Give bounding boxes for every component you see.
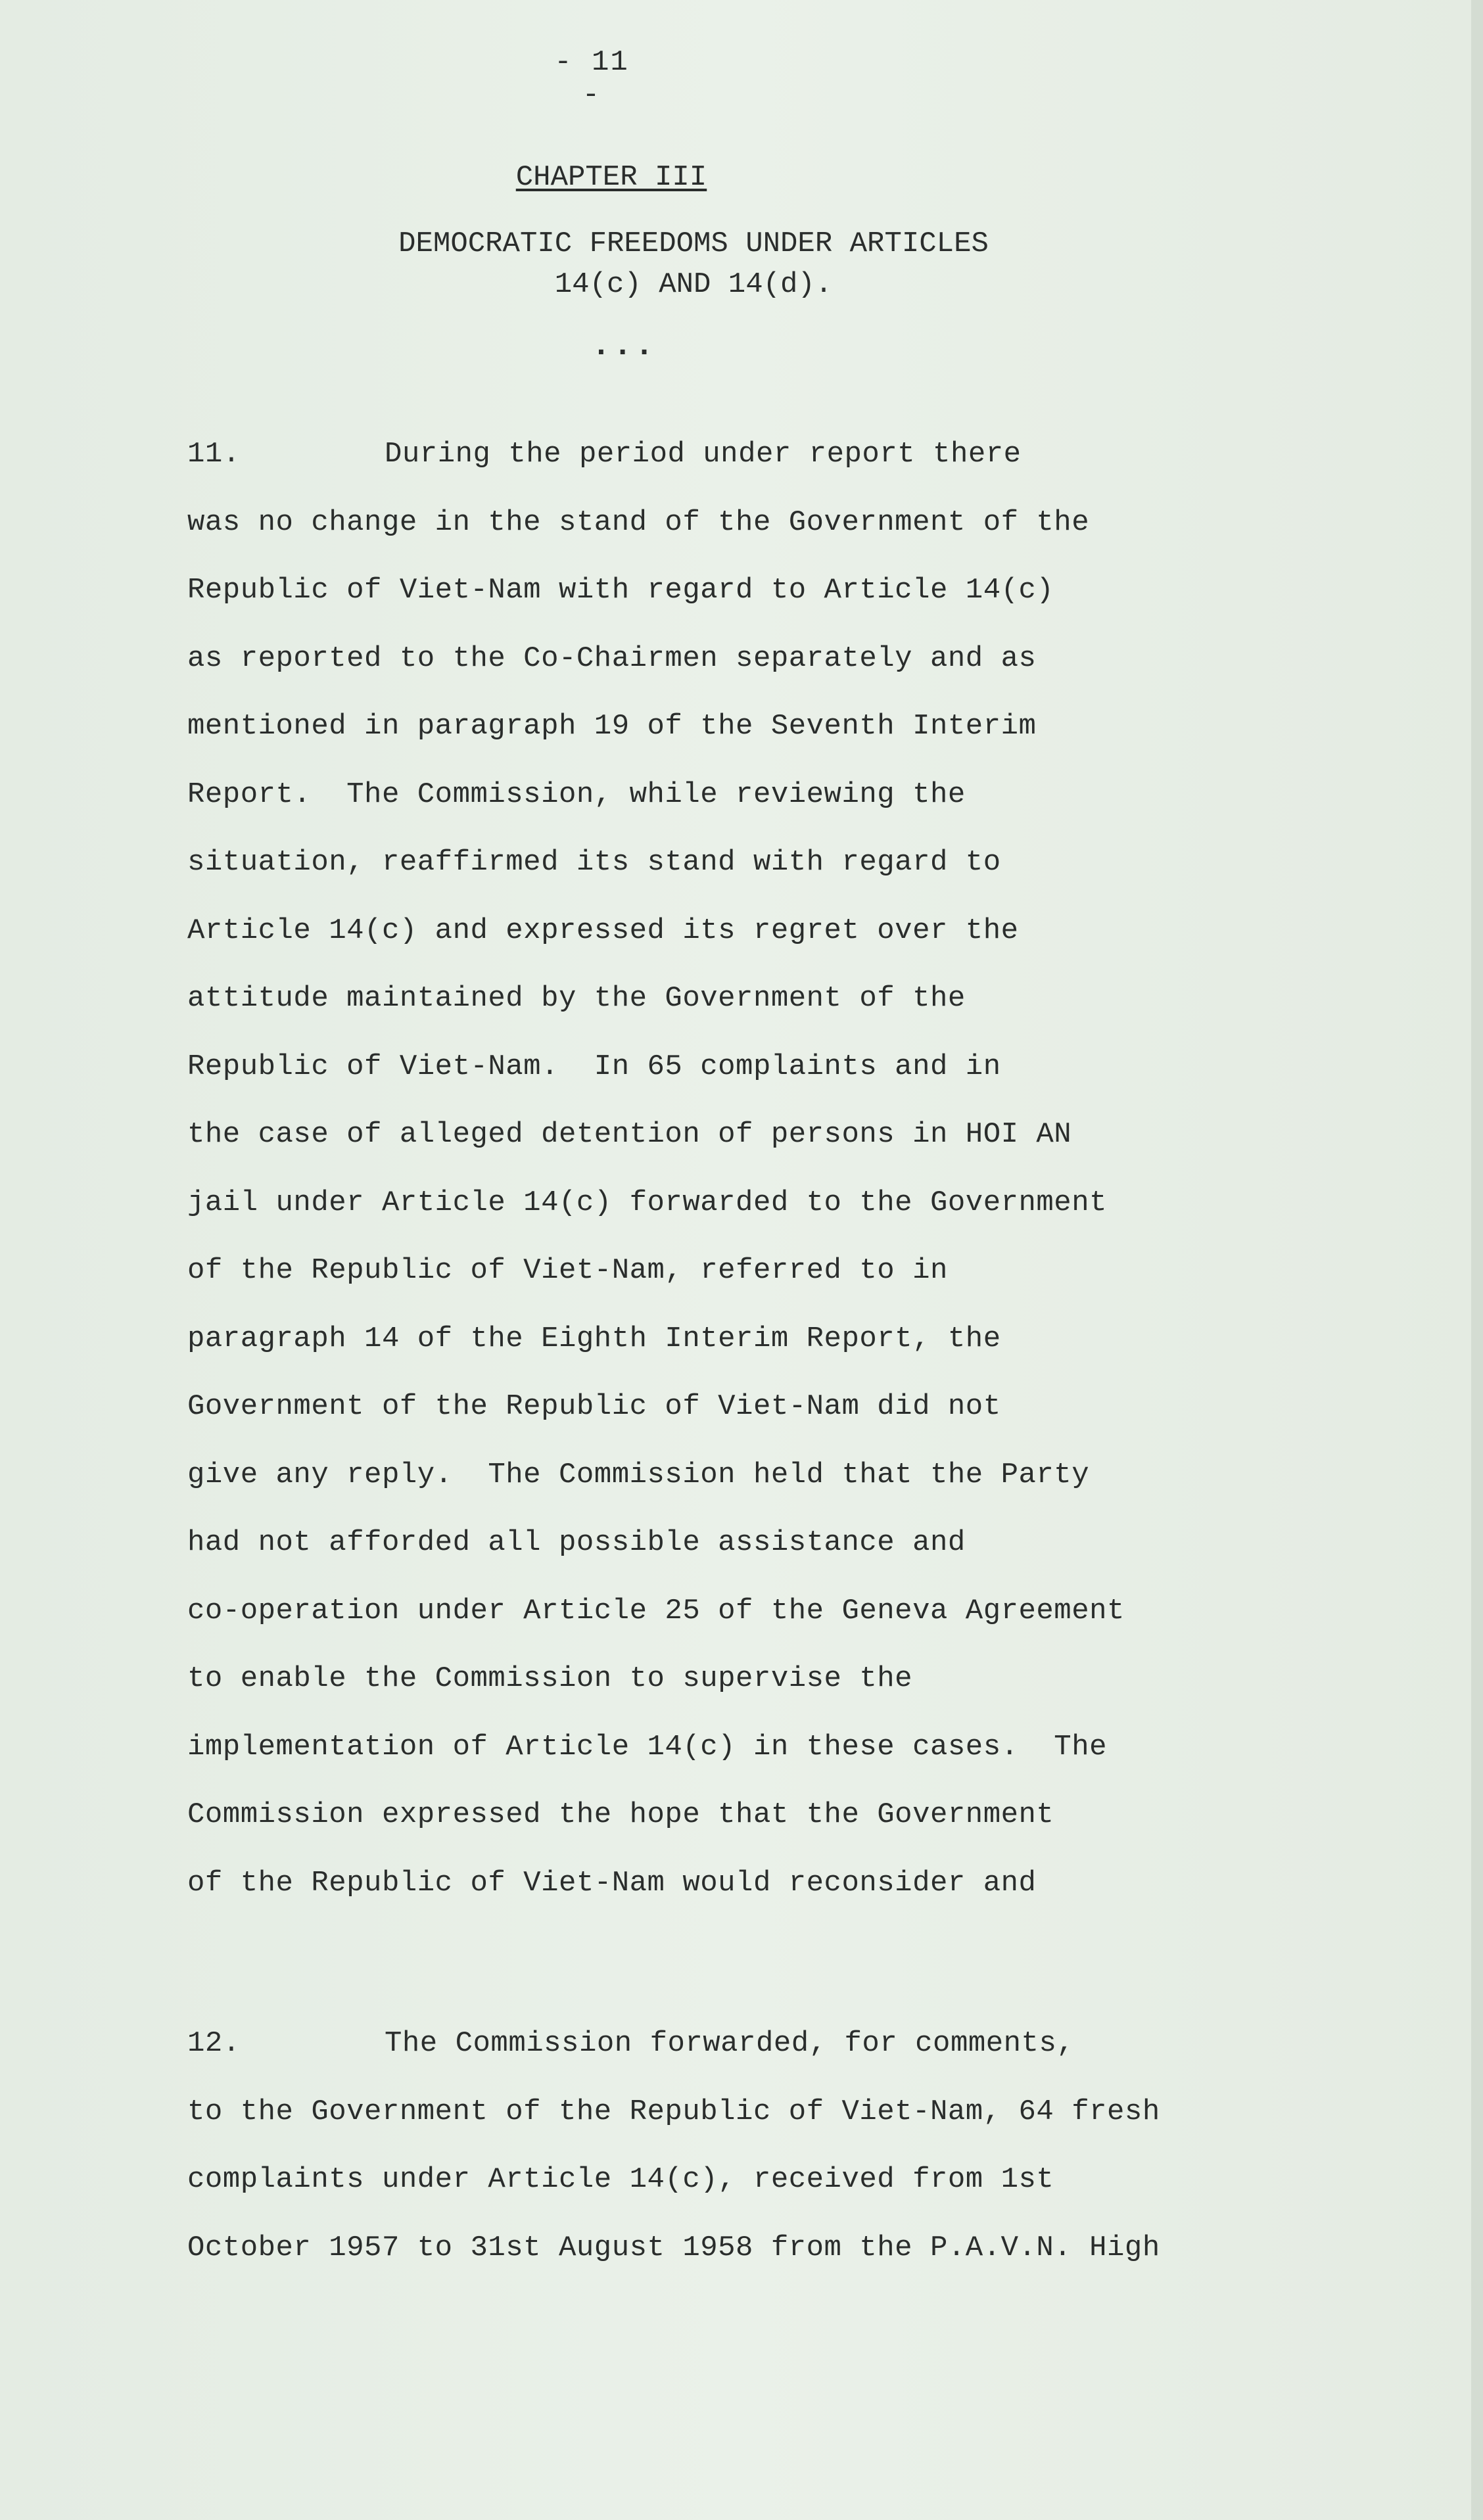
paragraph-text-line: of the Republic of Viet-Nam, referred to in	[187, 1254, 948, 1287]
paragraph-11	[187, 421, 1305, 1917]
paragraph-text-line: the case of alleged detention of persons in HOI AN	[187, 1118, 1072, 1151]
paragraph-text-line: was no change in the stand of the Government of the	[187, 505, 1090, 539]
paragraph-text-line: Report. The Commission, while reviewing the	[187, 778, 966, 811]
subtitle-line-1: DEMOCRATIC FREEDOMS UNDER ARTICLES	[398, 227, 989, 260]
paragraph-text-line: paragraph 14 of the Eighth Interim Report, the	[187, 1322, 1001, 1355]
paragraph-text-line: The Commission forwarded, for comments,	[385, 2027, 1075, 2060]
paragraph-text-line: of the Republic of Viet-Nam would reconsider and	[187, 1866, 1037, 1900]
paragraph-text-line: co-operation under Article 25 of the Geneva Agreement	[187, 1594, 1125, 1627]
paragraph-text-line: mentioned in paragraph 19 of the Seventh Interim	[187, 710, 1037, 743]
paragraph-12	[187, 2010, 1305, 2282]
page-edge	[1471, 0, 1483, 2520]
paragraph-text-line: attitude maintained by the Government of the	[187, 982, 966, 1015]
paragraph-text-line: During the period under report there	[385, 438, 1022, 471]
paragraph-text-line: complaints under Article 14(c), received from 1st	[187, 2163, 1054, 2196]
paragraph-first-line	[187, 421, 1305, 489]
paragraph-text-line: had not afforded all possible assistance and	[187, 1526, 966, 1559]
paragraph-text-line: jail under Article 14(c) forwarded to the Government	[187, 1186, 1108, 1219]
paragraph-text-line: as reported to the Co-Chairmen separately and as	[187, 642, 1037, 675]
paragraph-text-line: Republic of Viet-Nam. In 65 complaints and in	[187, 1050, 1001, 1083]
paragraph-text-line: situation, reaffirmed its stand with regard to	[187, 846, 1001, 879]
section-separator: ...	[592, 329, 657, 364]
chapter-heading: CHAPTER III	[515, 161, 707, 194]
paragraph-number: 12.	[187, 2027, 241, 2060]
chapter-subtitle	[289, 223, 1098, 305]
paragraph-text-line: October 1957 to 31st August 1958 from the P.A.V.N. High	[187, 2231, 1160, 2264]
paragraph-text-line: Commission expressed the hope that the Government	[187, 1798, 1054, 1831]
paragraph-text-line: Article 14(c) and expressed its regret over the	[187, 914, 1019, 947]
paragraph-text-line: Republic of Viet-Nam with regard to Article 14(c)	[187, 574, 1054, 607]
paragraph-text-line: to the Government of the Republic of Viet-Nam, 64 fresh	[187, 2095, 1160, 2128]
paragraph-first-line	[187, 2010, 1305, 2078]
paragraph-number: 11.	[187, 438, 241, 471]
paragraph-text-line: implementation of Article 14(c) in these cases. The	[187, 1730, 1108, 1763]
paragraph-text-line: give any reply. The Commission held that the Party	[187, 1458, 1090, 1491]
paragraph-text-line: to enable the Commission to supervise the	[187, 1662, 913, 1695]
paragraph-text-line: Government of the Republic of Viet-Nam did not	[187, 1390, 1001, 1423]
page-number: - 11 -	[554, 46, 629, 112]
subtitle-line-2: 14(c) AND 14(d).	[554, 268, 833, 301]
